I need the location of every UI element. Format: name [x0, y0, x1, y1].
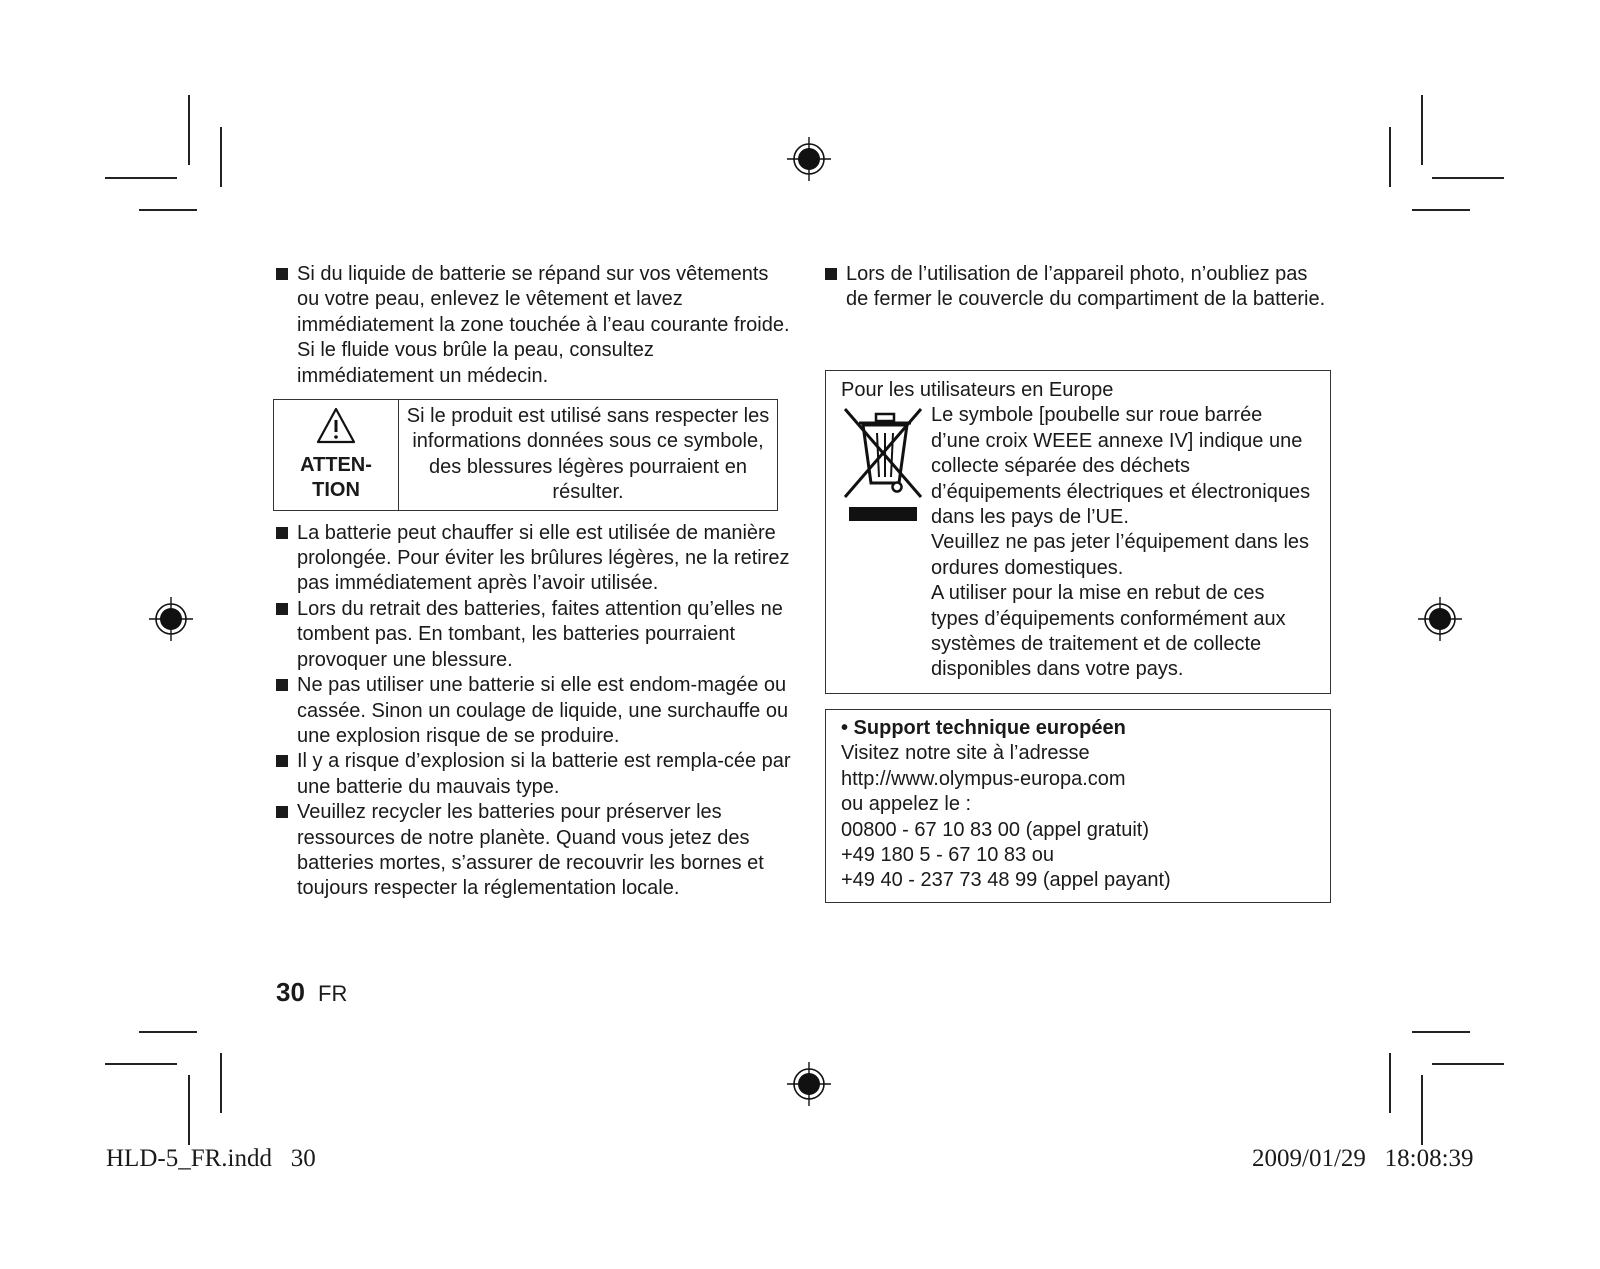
- list-item: [825, 262, 1335, 313]
- caution-label-line-1: ATTEN-: [300, 453, 372, 476]
- right-column: [825, 262, 1335, 313]
- bullet-text: La batterie peut chauffer si elle est utilisée de manière prolongée. Pour éviter les brûlures légères, ne la retirez pas immédiatement après l’avoir utilisée.: [297, 521, 790, 595]
- list-item: [276, 800, 796, 902]
- list-item: [276, 673, 796, 749]
- support-url: http://www.olympus-europa.com: [841, 767, 1126, 790]
- support-phone: +49 180 5 - 67 10 83 ou: [841, 844, 1054, 867]
- caution-label-line-2: TION: [312, 478, 360, 501]
- support-phone: +49 40 - 237 73 48 99 (appel payant): [841, 869, 1171, 892]
- list-item: [276, 262, 796, 389]
- print-slug-timestamp: 2009/01/29 18:08:39: [1252, 1145, 1474, 1172]
- bullet-text: Lors du retrait des batteries, faites attention qu’elles ne tombent pas. En tombant, les batteries pourraient provoquer une blessure.: [297, 597, 783, 671]
- left-column: [276, 262, 796, 902]
- page-number: 30: [276, 977, 305, 1007]
- print-slug-file: HLD-5_FR.indd 30: [106, 1145, 316, 1172]
- warning-triangle-icon: [316, 407, 356, 445]
- list-item: [276, 521, 796, 597]
- registration-target-icon: [146, 594, 196, 644]
- support-line: ou appelez le :: [841, 793, 972, 816]
- crossed-out-wheelie-bin-icon: [841, 405, 925, 525]
- page-language: FR: [318, 981, 348, 1006]
- bullet-text: Il y a risque d’explosion si la batterie est rempla-cée par une batterie du mauvais type.: [297, 750, 791, 798]
- support-box: [825, 709, 1331, 903]
- support-title: • Support technique européen: [841, 717, 1126, 739]
- europe-disposal-box: [825, 370, 1331, 694]
- list-item: [276, 597, 796, 673]
- bullet-text: Veuillez recycler les batteries pour préserver les ressources de notre planète. Quand vous jetez des batteries mortes, s’assurer de recouvrir les bornes et toujours respecter la réglementation locale.: [297, 801, 764, 900]
- caution-table: [273, 399, 778, 511]
- weee-paragraph-3: A utiliser pour la mise en rebut de ces types d’équipements conformément aux systèmes de traitement et de collecte disponibles dans votre pays.: [931, 582, 1286, 681]
- caution-label-cell: [274, 400, 399, 511]
- registration-target-icon: [1415, 594, 1465, 644]
- registration-target-icon: [784, 134, 834, 184]
- support-line: Visitez notre site à l’adresse: [841, 742, 1090, 765]
- weee-paragraph-1: Le symbole [poubelle sur roue barrée d’une croix WEEE annexe IV] indique une collecte séparée des déchets d’équipements électriques et électroniques dans les pays de l’UE.: [931, 404, 1311, 529]
- caution-text: Si le produit est utilisé sans respecter les informations données sous ce symbole, des blessures légères pourraient en résulter.: [399, 400, 778, 511]
- bullet-text: Ne pas utiliser une batterie si elle est endom-magée ou cassée. Sinon un coulage de liquide, une surchauffe ou une explosion risque de se produire.: [297, 674, 789, 747]
- bullet-text: Si du liquide de batterie se répand sur vos vêtements ou votre peau, enlevez le vêtement et lavez immédiatement la zone touchée à l’eau courante froide. Si le fluide vous brûle la peau, consultez immédiatement un médecin.: [297, 263, 790, 387]
- list-item: [276, 749, 796, 800]
- bullet-text: Lors de l’utilisation de l’appareil photo, n’oubliez pas de fermer le couvercle du compartiment de la batterie.: [846, 263, 1326, 311]
- registration-target-icon: [784, 1059, 834, 1109]
- weee-paragraph-2: Veuillez ne pas jeter l’équipement dans les ordures domestiques.: [931, 531, 1310, 579]
- europe-box-heading: Pour les utilisateurs en Europe: [841, 379, 1114, 401]
- support-phone: 00800 - 67 10 83 00 (appel gratuit): [841, 818, 1149, 841]
